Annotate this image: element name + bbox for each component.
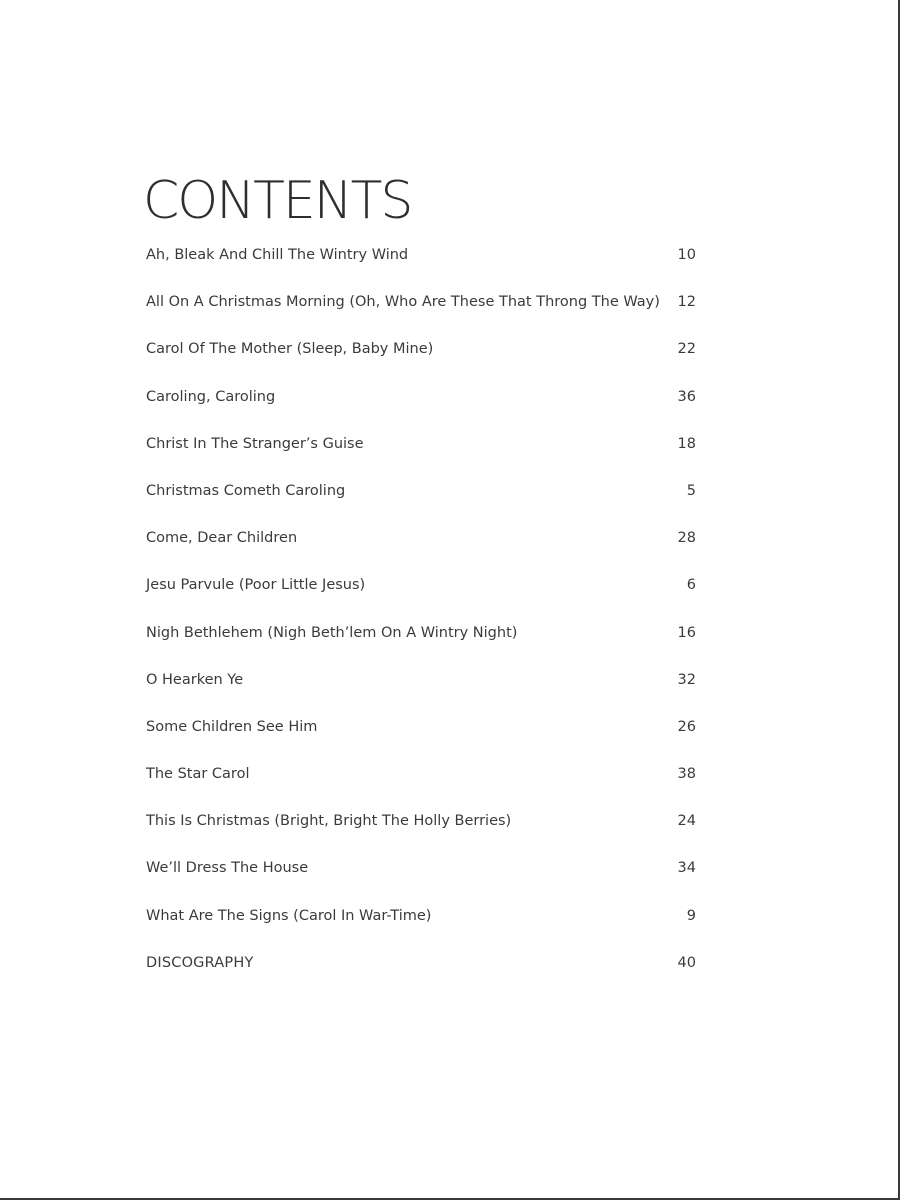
toc-entry-page: 24 xyxy=(677,813,696,830)
toc-entry-title: We’ll Dress The House xyxy=(146,860,309,877)
toc-entry-page: 34 xyxy=(677,860,696,877)
toc-entry-title: Nigh Bethlehem (Nigh Beth’lem On A Wintry Night) xyxy=(146,624,518,641)
toc-entry[interactable] xyxy=(146,468,696,515)
toc-entry-page: 38 xyxy=(677,766,696,783)
toc-entry[interactable] xyxy=(146,374,696,421)
toc-entry-page: 10 xyxy=(677,247,696,263)
toc-entry-title: Caroling, Caroling xyxy=(146,388,276,405)
toc-entry-title: Christ In The Stranger’s Guise xyxy=(146,435,364,452)
toc-entry-page: 40 xyxy=(677,954,696,971)
toc-entry-page: 26 xyxy=(677,718,696,735)
toc-entry[interactable] xyxy=(146,798,696,845)
toc-entry-page: 12 xyxy=(677,294,696,311)
toc-entry[interactable] xyxy=(146,232,696,279)
toc-entry[interactable] xyxy=(146,279,696,326)
toc-entry-page: 9 xyxy=(686,907,696,924)
toc-entry-title: Jesu Parvule (Poor Little Jesus) xyxy=(146,577,366,594)
contents-heading: CONTENTS xyxy=(143,170,412,231)
toc-entry-title: All On A Christmas Morning (Oh, Who Are These That Throng The Way) xyxy=(146,294,660,311)
toc-entry-page: 18 xyxy=(677,435,696,452)
toc-entry-page: 5 xyxy=(686,482,696,499)
toc-entry-page: 32 xyxy=(677,671,696,688)
toc-entry-title: Come, Dear Children xyxy=(146,530,298,547)
toc-entry[interactable] xyxy=(146,893,696,940)
toc-entry-title: What Are The Signs (Carol In War-Time) xyxy=(146,907,432,924)
table-of-contents xyxy=(146,232,696,987)
toc-entry-title: This Is Christmas (Bright, Bright The Holly Berries) xyxy=(146,813,512,830)
toc-entry[interactable] xyxy=(146,657,696,704)
toc-entry-page: 28 xyxy=(677,530,696,547)
toc-entry-discography[interactable] xyxy=(146,940,696,987)
toc-entry-page: 6 xyxy=(686,577,696,594)
toc-entry-title: O Hearken Ye xyxy=(146,671,244,688)
toc-entry-page: 22 xyxy=(677,341,696,358)
toc-entry[interactable] xyxy=(146,704,696,751)
toc-entry[interactable] xyxy=(146,562,696,609)
toc-entry-title: Ah, Bleak And Chill The Wintry Wind xyxy=(146,247,409,263)
toc-entry[interactable] xyxy=(146,421,696,468)
toc-entry-page: 16 xyxy=(677,624,696,641)
toc-entry[interactable] xyxy=(146,751,696,798)
toc-entry-title: Carol Of The Mother (Sleep, Baby Mine) xyxy=(146,341,434,358)
toc-entry-title: The Star Carol xyxy=(146,766,250,783)
toc-entry[interactable] xyxy=(146,610,696,657)
toc-entry[interactable] xyxy=(146,845,696,892)
toc-entry[interactable] xyxy=(146,515,696,562)
toc-entry-page: 36 xyxy=(677,388,696,405)
toc-entry-title: Some Children See Him xyxy=(146,718,318,735)
toc-entry-title: Christmas Cometh Caroling xyxy=(146,482,346,499)
toc-entry[interactable] xyxy=(146,326,696,373)
toc-entry-title: DISCOGRAPHY xyxy=(146,954,254,971)
